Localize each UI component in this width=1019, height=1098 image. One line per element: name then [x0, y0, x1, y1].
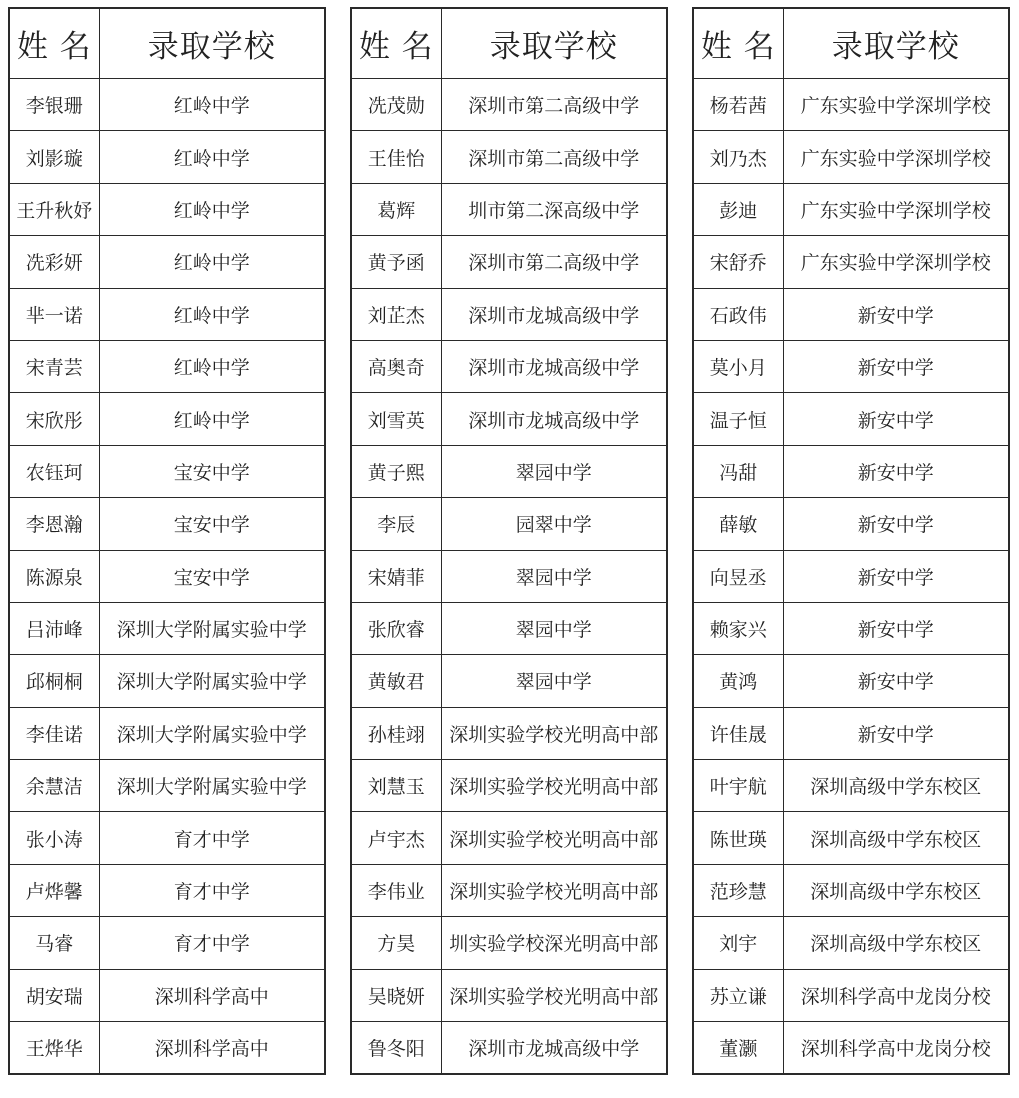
admission-table-2: [350, 7, 668, 1075]
table-row: [693, 707, 1009, 759]
table-row: [693, 183, 1009, 235]
admitted-school: 园翠中学: [441, 498, 667, 550]
student-name: 李银珊: [9, 79, 99, 131]
student-name: 吴晓妍: [351, 969, 441, 1021]
table-row: [9, 445, 325, 497]
table-row: [351, 1022, 667, 1075]
admitted-school: 深圳科学高中: [99, 1022, 325, 1075]
admitted-school: 新安中学: [783, 288, 1009, 340]
table-row: [9, 760, 325, 812]
student-name: 黄予函: [351, 236, 441, 288]
student-name: 许佳晟: [693, 707, 783, 759]
student-name: 杨若茜: [693, 79, 783, 131]
table-row: [351, 288, 667, 340]
admitted-school: 红岭中学: [99, 131, 325, 183]
admitted-school: 深圳市第二高级中学: [441, 79, 667, 131]
table-row: [693, 131, 1009, 183]
admitted-school: 深圳实验学校光明高中部: [441, 707, 667, 759]
table-row: [351, 602, 667, 654]
table-row: [351, 917, 667, 969]
admitted-school: 翠园中学: [441, 655, 667, 707]
student-name: 黄鸿: [693, 655, 783, 707]
header-school: 录取学校: [441, 8, 667, 79]
table-row: [9, 236, 325, 288]
table-row: [693, 812, 1009, 864]
student-name: 刘乃杰: [693, 131, 783, 183]
student-name: 芈一诺: [9, 288, 99, 340]
table-row: [351, 236, 667, 288]
table-row: [693, 969, 1009, 1021]
admitted-school: 红岭中学: [99, 340, 325, 392]
table-row: [9, 498, 325, 550]
table-row: [9, 393, 325, 445]
student-name: 刘影璇: [9, 131, 99, 183]
student-name: 王升秋妤: [9, 183, 99, 235]
admitted-school: 深圳高级中学东校区: [783, 864, 1009, 916]
student-name: 范珍慧: [693, 864, 783, 916]
admitted-school: 新安中学: [783, 602, 1009, 654]
student-name: 李辰: [351, 498, 441, 550]
student-name: 彭迪: [693, 183, 783, 235]
student-name: 宋婧菲: [351, 550, 441, 602]
admitted-school: 翠园中学: [441, 602, 667, 654]
table-row: [351, 812, 667, 864]
table-row: [9, 79, 325, 131]
admitted-school: 新安中学: [783, 393, 1009, 445]
table-row: [351, 340, 667, 392]
student-name: 葛辉: [351, 183, 441, 235]
admitted-school: 深圳科学高中: [99, 969, 325, 1021]
student-name: 张小涛: [9, 812, 99, 864]
table-row: [351, 707, 667, 759]
student-name: 冯甜: [693, 445, 783, 497]
student-name: 卢宇杰: [351, 812, 441, 864]
table-row: [9, 340, 325, 392]
student-name: 李恩瀚: [9, 498, 99, 550]
student-name: 王佳怡: [351, 131, 441, 183]
admitted-school: 深圳市龙城高级中学: [441, 393, 667, 445]
student-name: 邱桐桐: [9, 655, 99, 707]
admitted-school: 红岭中学: [99, 236, 325, 288]
table-row: [693, 236, 1009, 288]
student-name: 向昱丞: [693, 550, 783, 602]
student-name: 马睿: [9, 917, 99, 969]
student-name: 冼彩妍: [9, 236, 99, 288]
header-name: 姓 名: [351, 8, 441, 79]
admitted-school: 宝安中学: [99, 445, 325, 497]
student-name: 陈源泉: [9, 550, 99, 602]
table-row: [9, 969, 325, 1021]
table-row: [9, 917, 325, 969]
admitted-school: 深圳市龙城高级中学: [441, 1022, 667, 1075]
admitted-school: 深圳市龙城高级中学: [441, 340, 667, 392]
student-name: 冼茂勋: [351, 79, 441, 131]
table-row: [9, 550, 325, 602]
table-row: [351, 760, 667, 812]
admitted-school: 圳市第二深高级中学: [441, 183, 667, 235]
student-name: 宋欣彤: [9, 393, 99, 445]
admitted-school: 新安中学: [783, 498, 1009, 550]
student-name: 王烨华: [9, 1022, 99, 1075]
admitted-school: 育才中学: [99, 812, 325, 864]
student-name: 孙桂翊: [351, 707, 441, 759]
table-row: [351, 131, 667, 183]
table-row: [693, 864, 1009, 916]
table-row: [9, 655, 325, 707]
admitted-school: 红岭中学: [99, 288, 325, 340]
admitted-school: 新安中学: [783, 655, 1009, 707]
student-name: 黄子熙: [351, 445, 441, 497]
student-name: 叶宇航: [693, 760, 783, 812]
table-row: [693, 498, 1009, 550]
student-name: 苏立谦: [693, 969, 783, 1021]
table-row: [9, 288, 325, 340]
table-row: [693, 1022, 1009, 1075]
admitted-school: 宝安中学: [99, 498, 325, 550]
admission-table-1: [8, 7, 326, 1075]
table-row: [693, 917, 1009, 969]
student-name: 吕沛峰: [9, 602, 99, 654]
table-row: [351, 393, 667, 445]
admitted-school: 圳实验学校深光明高中部: [441, 917, 667, 969]
admitted-school: 深圳科学高中龙岗分校: [783, 969, 1009, 1021]
table-row: [693, 340, 1009, 392]
student-name: 石政伟: [693, 288, 783, 340]
admitted-school: 深圳高级中学东校区: [783, 760, 1009, 812]
table-row: [351, 79, 667, 131]
student-name: 李伟业: [351, 864, 441, 916]
admitted-school: 深圳大学附属实验中学: [99, 707, 325, 759]
header-row: [9, 8, 325, 79]
student-name: 李佳诺: [9, 707, 99, 759]
table-row: [351, 655, 667, 707]
admitted-school: 宝安中学: [99, 550, 325, 602]
student-name: 刘慧玉: [351, 760, 441, 812]
table-row: [9, 131, 325, 183]
student-name: 赖家兴: [693, 602, 783, 654]
student-name: 卢烨馨: [9, 864, 99, 916]
table-row: [9, 602, 325, 654]
admitted-school: 广东实验中学深圳学校: [783, 236, 1009, 288]
header-school: 录取学校: [99, 8, 325, 79]
table-row: [693, 760, 1009, 812]
admitted-school: 广东实验中学深圳学校: [783, 79, 1009, 131]
table-row: [351, 969, 667, 1021]
admitted-school: 深圳市龙城高级中学: [441, 288, 667, 340]
admitted-school: 红岭中学: [99, 183, 325, 235]
admitted-school: 深圳市第二高级中学: [441, 236, 667, 288]
admitted-school: 深圳市第二高级中学: [441, 131, 667, 183]
admitted-school: 深圳高级中学东校区: [783, 812, 1009, 864]
table-row: [693, 393, 1009, 445]
admitted-school: 深圳大学附属实验中学: [99, 655, 325, 707]
header-name: 姓 名: [693, 8, 783, 79]
admitted-school: 深圳实验学校光明高中部: [441, 760, 667, 812]
student-name: 农钰珂: [9, 445, 99, 497]
student-name: 温子恒: [693, 393, 783, 445]
admitted-school: 深圳大学附属实验中学: [99, 760, 325, 812]
admission-table-3: [692, 7, 1010, 1075]
admitted-school: 广东实验中学深圳学校: [783, 183, 1009, 235]
admitted-school: 育才中学: [99, 917, 325, 969]
student-name: 胡安瑞: [9, 969, 99, 1021]
student-name: 余慧洁: [9, 760, 99, 812]
header-school: 录取学校: [783, 8, 1009, 79]
header-row: [693, 8, 1009, 79]
admitted-school: 深圳实验学校光明高中部: [441, 812, 667, 864]
admitted-school: 育才中学: [99, 864, 325, 916]
table-row: [351, 183, 667, 235]
student-name: 高奥奇: [351, 340, 441, 392]
admitted-school: 翠园中学: [441, 445, 667, 497]
admitted-school: 广东实验中学深圳学校: [783, 131, 1009, 183]
table-row: [9, 707, 325, 759]
table-row: [351, 550, 667, 602]
student-name: 莫小月: [693, 340, 783, 392]
header-row: [351, 8, 667, 79]
admitted-school: 深圳大学附属实验中学: [99, 602, 325, 654]
admitted-school: 红岭中学: [99, 393, 325, 445]
table-row: [693, 550, 1009, 602]
table-row: [351, 864, 667, 916]
student-name: 刘雪英: [351, 393, 441, 445]
table-row: [9, 183, 325, 235]
admitted-school: 深圳实验学校光明高中部: [441, 864, 667, 916]
student-name: 黄敏君: [351, 655, 441, 707]
student-name: 董灏: [693, 1022, 783, 1075]
table-row: [351, 445, 667, 497]
table-row: [693, 655, 1009, 707]
table-row: [693, 602, 1009, 654]
student-name: 宋舒乔: [693, 236, 783, 288]
table-row: [693, 79, 1009, 131]
admitted-school: 红岭中学: [99, 79, 325, 131]
admitted-school: 深圳科学高中龙岗分校: [783, 1022, 1009, 1075]
admitted-school: 新安中学: [783, 707, 1009, 759]
table-row: [693, 445, 1009, 497]
student-name: 张欣睿: [351, 602, 441, 654]
student-name: 刘宇: [693, 917, 783, 969]
student-name: 鲁冬阳: [351, 1022, 441, 1075]
header-name: 姓 名: [9, 8, 99, 79]
student-name: 刘芷杰: [351, 288, 441, 340]
admitted-school: 新安中学: [783, 550, 1009, 602]
admitted-school: 新安中学: [783, 445, 1009, 497]
table-row: [9, 864, 325, 916]
admitted-school: 新安中学: [783, 340, 1009, 392]
admitted-school: 深圳实验学校光明高中部: [441, 969, 667, 1021]
admitted-school: 深圳高级中学东校区: [783, 917, 1009, 969]
student-name: 薛敏: [693, 498, 783, 550]
table-row: [351, 498, 667, 550]
table-row: [9, 1022, 325, 1075]
table-row: [9, 812, 325, 864]
student-name: 陈世瑛: [693, 812, 783, 864]
student-name: 宋青芸: [9, 340, 99, 392]
student-name: 方昊: [351, 917, 441, 969]
table-row: [693, 288, 1009, 340]
admitted-school: 翠园中学: [441, 550, 667, 602]
